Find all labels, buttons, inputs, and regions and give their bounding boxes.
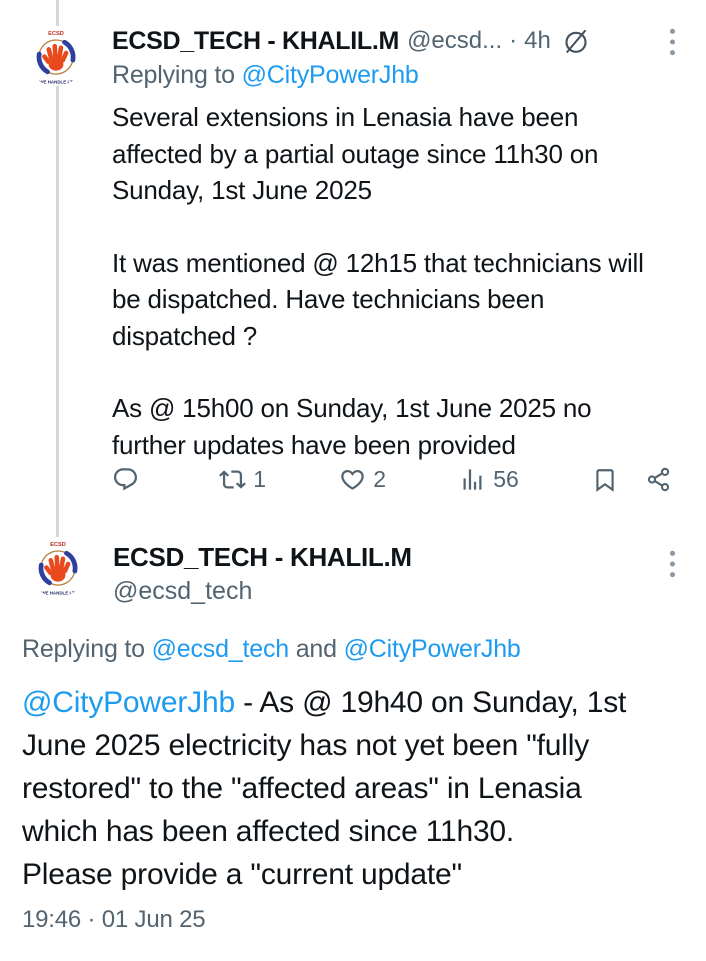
repost-button[interactable]: [219, 466, 266, 493]
ecsd-logo-icon: [26, 26, 86, 86]
view-count: 56: [493, 466, 519, 492]
timestamp-relative[interactable]: 4h: [524, 27, 551, 54]
circle-slash-icon: [561, 26, 591, 56]
tweet-header: [112, 26, 657, 56]
text-line: June 2025 electricity has not yet been "fully: [22, 729, 589, 762]
mention-link[interactable]: @CityPowerJhb: [241, 61, 419, 89]
action-bar: [112, 466, 672, 493]
repost-icon: [219, 466, 246, 493]
more-options-button[interactable]: [664, 26, 680, 58]
conjunction-label: and: [295, 635, 337, 663]
display-name[interactable]: ECSD_TECH - KHALIL.M: [113, 542, 412, 572]
text-line: As @ 15h00 on Sunday, 1st June 2025 no: [112, 393, 592, 423]
heart-icon: [339, 466, 366, 493]
text-line: Please provide a "current update": [22, 858, 462, 891]
share-icon: [645, 466, 672, 493]
user-handle[interactable]: @ecsd_tech: [113, 577, 253, 605]
svg-text:ECSD: ECSD: [50, 541, 66, 548]
like-count: 2: [373, 466, 386, 492]
user-handle[interactable]: @ecsd...: [407, 27, 503, 54]
tweet-text: [112, 99, 690, 463]
text-line: Several extensions in Lenasia have been: [112, 102, 579, 132]
avatar[interactable]: [26, 26, 86, 86]
text-segment: - As @ 19h40 on Sunday, 1st: [234, 686, 627, 719]
paragraph: [112, 390, 690, 463]
bookmark-button[interactable]: [592, 467, 618, 493]
text-line: be dispatched. Have technicians been: [112, 284, 545, 314]
paragraph: [112, 99, 690, 209]
text-line: further updates have been provided: [112, 429, 516, 460]
reply-button[interactable]: [112, 466, 146, 493]
text-line: Sunday, 1st June 2025: [112, 175, 372, 205]
text-line: It was mentioned @ 12h15 that technicians will: [112, 247, 644, 278]
analytics-icon: [459, 466, 486, 493]
bookmark-icon: [592, 467, 618, 493]
like-button[interactable]: [339, 466, 386, 493]
reply-icon: [112, 466, 139, 493]
mention-link[interactable]: @CityPowerJhb: [22, 686, 235, 719]
tweet-timestamp: 19:46 · 01 Jun 25: [22, 906, 206, 933]
ecsd-logo-icon: [28, 537, 88, 597]
views-button[interactable]: [459, 466, 519, 493]
replying-to-line: [112, 61, 419, 90]
separator-dot: ·: [509, 27, 518, 54]
avatar[interactable]: [28, 537, 88, 597]
text-line: affected by a partial outage since 11h30 on: [112, 138, 599, 169]
mention-link[interactable]: @CityPowerJhb: [343, 635, 521, 663]
mention-link[interactable]: @ecsd_tech: [151, 635, 289, 663]
svg-text:WE HANDLE I.T: WE HANDLE I.T: [39, 79, 73, 85]
replying-to-line: [22, 635, 521, 664]
svg-text:WE HANDLE I.T: WE HANDLE I.T: [41, 590, 75, 596]
paragraph: [112, 245, 690, 355]
replying-to-label: Replying to: [112, 61, 235, 89]
replying-to-label: Replying to: [22, 635, 145, 663]
text-line: restored" to the "affected areas" in Lenasia: [22, 772, 582, 805]
display-name[interactable]: ECSD_TECH - KHALIL.M: [112, 26, 400, 55]
more-options-button[interactable]: [664, 548, 680, 580]
svg-text:ECSD: ECSD: [48, 30, 64, 37]
repost-count: 1: [253, 466, 266, 492]
secondary-actions: [592, 466, 672, 493]
share-button[interactable]: [645, 466, 672, 493]
text-line: dispatched ?: [112, 320, 258, 351]
text-line: [22, 681, 700, 724]
text-line: which has been affected since 11h30.: [22, 815, 515, 848]
tweet-text: [22, 681, 700, 896]
